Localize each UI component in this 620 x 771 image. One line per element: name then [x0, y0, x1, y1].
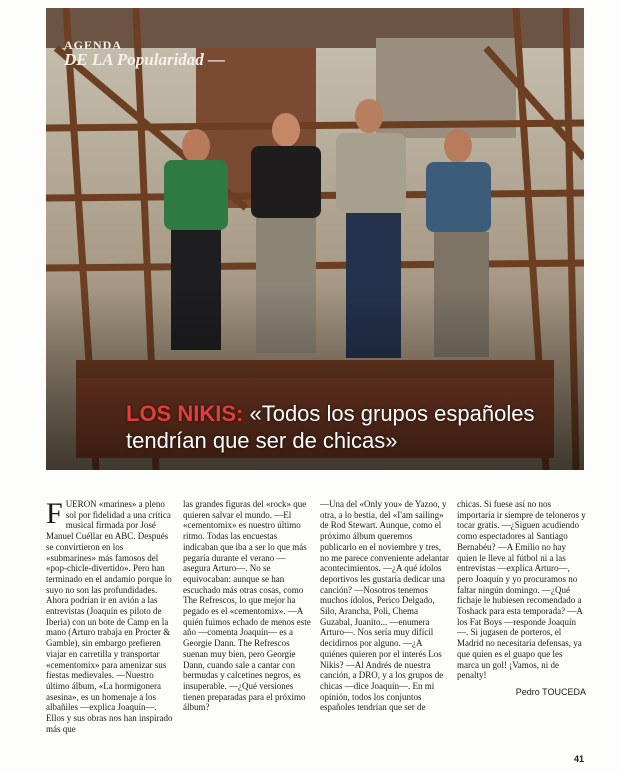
column-text: chicas. Si fuese así no nos importaría ir siempre de teloneros y tocar gratis. —¿Siguen acudiendo como espectadores al Santiago Bernabéu? —A Emilio no hay quien le lleve al fútbol ni a las entrevistas —explica Arturo—, pero Joaquín y yo procuramos no faltar ningún domingo. —¿Qué fichaje le hubiesen recomendado a Toshack para esta temporada? —A los Fat Boys —responde Joaquín—. Si jugasen de porteros, el Madrid no necesitaría defensas, ya que quien es el guapo que les marca un gol! ¡Vamos, ni de penalty!: [457, 499, 586, 681]
section-tag: [64, 38, 225, 70]
column-text: —Una del «Only you» de Yazoo, y otra, a lo bestia, del «I'am sailing» de Rod Stewart. Aunque, como el próximo álbum queremos publicarlo en el noviembre y tres, no me parece conveniente adelantar acontecimientos. —¿A qué ídolos deportivos les gustaría dedicar una canción? —Nosotros tenemos muchos ídolos, Perico Delgado, Silo, Arancha, Poli, Chema Guzabal, Juanito... —enumera Arturo—. Nos sería muy difícil decidirnos por alguno. —¿A quiénes quieren por el interés Los Nikis? —Al Andrés de nuestra canción, a DRO, y a los grupos de chicas —dice Joaquín—. En mi opinión, todos los conjuntos españoles tendrían que ser de: [320, 499, 449, 713]
column-text: las grandes figuras del «rock» que quieren salvar el mundo. —El «cementomix» es nuestro último ritmo. Todas las encuestas indicaban que iba a ser lo que más pegaría durante el verano —asegura Arturo—. No se equivocaban: aunque se han escuchado más otras cosas, como The Refrescos, lo que mejor ha pegado es el «cementomix». —A quién fuimos echado de menos este año —comenta Joaquín— es a Georgie Dann. The Refrescos suenan muy bien, pero Georgie Dann, cuando sale a cantar con bermudas y calcetines negros, es insuperable. —¿Qué versiones tienen preparadas para el próximo álbum?: [183, 499, 311, 713]
page-number: 41: [573, 754, 584, 764]
article-headline: [126, 400, 546, 454]
article-column-2: [183, 499, 312, 739]
section-tag-bottom: DE LA Popularidad —: [64, 50, 226, 69]
article-body: [46, 499, 586, 739]
author-byline: Pedro TOUCEDA: [515, 686, 586, 697]
headline-quote: «Todos los grupos españoles tendrían que ser de chicas»: [126, 401, 535, 453]
headline-kicker: LOS NIKIS:: [126, 401, 244, 426]
column-text: UERON «marines» a pleno sol por fidelidad a una crítica musical firmada por José Manuel Cuéllar en ABC. Después se convirtieron en los «submarines» más famosos del «pop-chicle-divertido». Pero han terminado en el andamio porque lo suyo no son las profundidades. Ahora podrían ir en avión a las entrevistas (Joaquín es piloto de Iberia) con un bote de Camp en la mano (Arturo trabaja en Procter & Gamble), sin embargo prefieren viajar en carretilla y transportar «cementomix» para amenizar sus fiestas medievales. —Nuestro último álbum, «La hormigonera asesina», es un homenaje a los albañiles —explica Joaquín—. Ellos y sus obras nos han inspirado más que: [46, 499, 173, 734]
section-tag-top: AGENDA: [64, 38, 123, 52]
article-column-4: [457, 499, 586, 739]
drop-cap: F: [46, 499, 63, 530]
article-column-1: [46, 499, 175, 739]
article-column-3: [320, 499, 449, 739]
